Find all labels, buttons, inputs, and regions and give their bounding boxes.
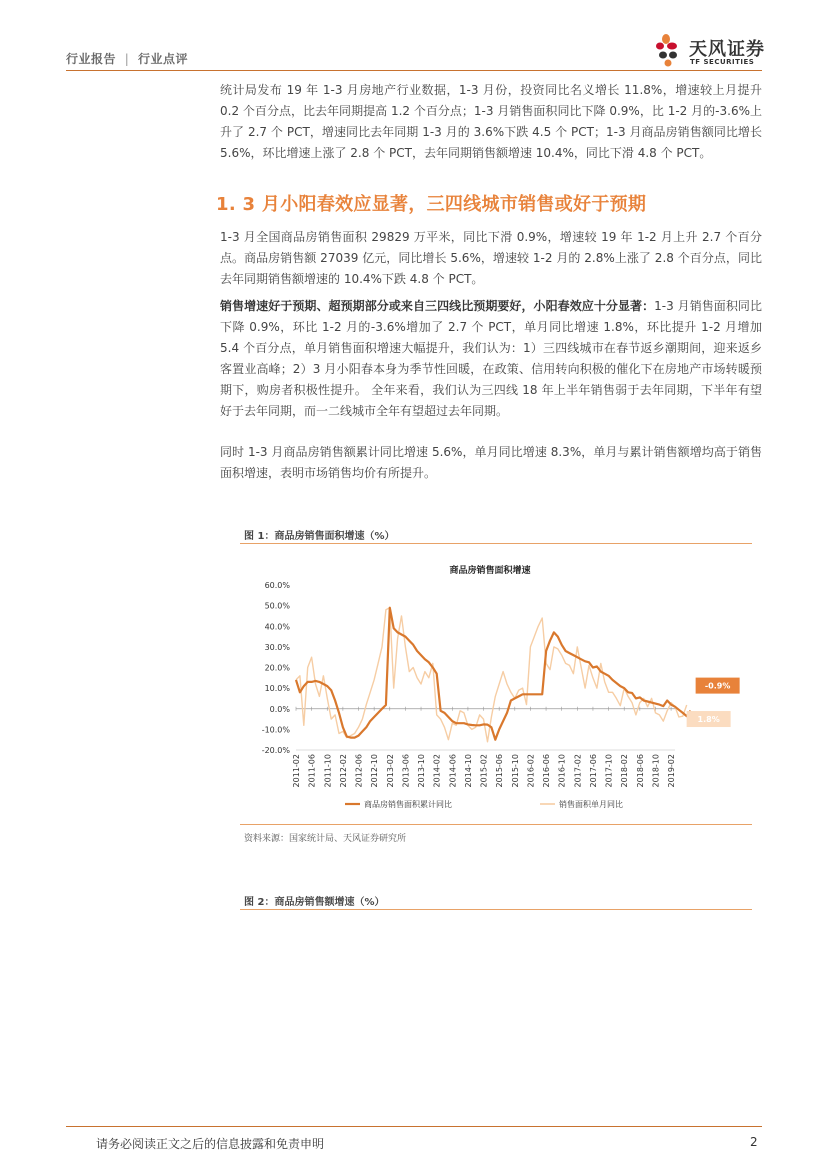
x-tick-label: 2015-10 — [510, 754, 520, 788]
figure2-title: 图 2：商品房销售额增速（%） — [244, 897, 385, 908]
subcategory-label: 行业点评 — [137, 52, 188, 66]
x-tick-label: 2018-02 — [620, 754, 630, 788]
category-label: 行业报告 — [66, 52, 117, 66]
chart-title: 商品房销售面积增速 — [449, 566, 531, 576]
x-tick-label: 2012-06 — [354, 754, 364, 788]
x-tick-label: 2017-06 — [588, 754, 598, 788]
paragraph-intro: 统计局发布 19 年 1-3 月房地产行业数据，1-3 月份，投资同比名义增长 11.8%，增速较上月提升 0.2 个百分点，比去年同期提高 1.2 个百分点；1-3 月销售面积同比下降 0.9%，比 1-2 月的-3.6%上升了 2.7 个 PCT，增速同比去年同期 1-3 月的 3.6%下跌 4.5 个 PCT；1-3 月商品房销售额同比增长 5.6%，环比增速上涨了 2.8 个 PCT，去年同期销售额增速 10.4%，同比下滑 4.8 个 PCT。 — [220, 83, 762, 160]
x-tick-label: 2013-06 — [401, 754, 411, 788]
header-separator: | — [124, 52, 130, 66]
footer-divider — [66, 1126, 762, 1127]
paragraph-price: 同时 1-3 月商品房销售额累计同比增速 5.6%，单月同比增速 8.3%，单月与累计销售额增均高于销售面积增速，表明市场销售均价有所提升。 — [220, 445, 762, 480]
x-tick-label: 2016-06 — [542, 754, 552, 788]
header-divider — [66, 70, 762, 71]
x-tick-label: 2019-02 — [667, 754, 677, 788]
x-tick-label: 2013-02 — [385, 754, 395, 788]
y-tick-label: -20.0% — [261, 746, 290, 755]
x-tick-label: 2014-06 — [448, 754, 458, 788]
x-tick-label: 2015-02 — [479, 754, 489, 788]
paragraph-sales-summary: 1-3 月全国商品房销售面积 29829 万平米，同比下滑 0.9%，增速较 19 年 1-2 月上升 2.7 个百分点。商品房销售额 27039 亿元，同比增长 5.6%，增速较 1-2 月的 2.8%上涨了 2.8 个百分点，同比去年同期销售额增速的 10.4%下跌 4.8 个 PCT。 — [220, 230, 762, 286]
x-tick-label: 2017-10 — [604, 754, 614, 788]
monthly-end-label: 1.8% — [697, 715, 720, 725]
x-tick-label: 2014-10 — [463, 754, 473, 788]
figure1-bottom-rule — [240, 824, 752, 825]
analysis-lead: 销售增速好于预期、超预期部分或来自三四线比预期要好，小阳春效应十分显著： — [220, 299, 655, 313]
y-tick-label: 0.0% — [269, 704, 290, 714]
series-monthly-line — [296, 608, 687, 742]
figure1-source: 资料来源：国家统计局、天风证券研究所 — [244, 834, 407, 844]
logo-subtitle: TF SECURITIES — [690, 58, 755, 66]
x-tick-label: 2011-06 — [307, 754, 317, 788]
y-tick-label: 20.0% — [264, 663, 290, 673]
y-tick-label: 50.0% — [264, 601, 290, 611]
report-category — [66, 50, 188, 67]
company-logo — [655, 33, 765, 73]
logo-flower-icon — [655, 33, 685, 69]
x-tick-label: 2016-10 — [557, 754, 567, 788]
x-tick-label: 2017-02 — [573, 754, 583, 788]
figure1-rule — [240, 543, 752, 544]
x-tick-label: 2014-02 — [432, 754, 442, 788]
y-tick-label: -10.0% — [261, 725, 290, 735]
paragraph-analysis — [220, 296, 762, 422]
y-tick-label: 40.0% — [264, 622, 290, 632]
x-tick-label: 2015-06 — [495, 754, 505, 788]
figure1-title: 图 1：商品房销售面积增速（%） — [244, 531, 395, 542]
x-tick-label: 2018-06 — [635, 754, 645, 788]
y-tick-label: 60.0% — [264, 581, 290, 590]
series-cumulative-line — [296, 608, 691, 740]
x-tick-label: 2011-10 — [323, 754, 333, 788]
x-tick-label: 2018-10 — [651, 754, 661, 788]
figure2-rule — [240, 909, 752, 910]
analysis-body: 1-3 月销售面积同比下降 0.9%，环比 1-2 月的-3.6%增加了 2.7 个 PCT，单月同比增速 1.8%，环比提升 1-2 月增加 5.4 个百分点，单月销售面积增速大幅提升，我们认为：1）三四线城市在春节返乡潮期间，迎来返乡客置业高峰；2）3 月小阳春本身为季节性回暖，在政策、信用转向积极的催化下在房地产市场转暖预期下，购房者积极性提升。 全年来看，我们认为三四线 18 年上半年销售弱于去年同期，下半年有望好于去年同期，而一二线城市全年有望超过去年同期。 — [220, 299, 762, 418]
logo-name: 天风证券 — [689, 39, 765, 60]
page-number: 2 — [750, 1135, 758, 1149]
sales-area-chart — [240, 555, 740, 825]
legend-monthly-label: 销售面积单月同比 — [559, 800, 623, 809]
x-tick-label: 2013-10 — [417, 754, 427, 788]
legend-cumulative-label: 商品房销售面积累计同比 — [364, 800, 452, 809]
y-tick-label: 10.0% — [264, 684, 290, 694]
y-tick-label: 30.0% — [264, 642, 290, 652]
x-tick-label: 2012-02 — [338, 754, 348, 788]
section-title: 1. 3 月小阳春效应显著，三四线城市销售或好于预期 — [216, 194, 647, 215]
cumulative-end-label: -0.9% — [704, 681, 731, 691]
x-tick-label: 2012-10 — [370, 754, 380, 788]
footer-disclaimer: 请务必阅读正文之后的信息披露和免责申明 — [96, 1137, 325, 1151]
x-tick-label: 2016-02 — [526, 754, 536, 788]
x-tick-label: 2011-02 — [292, 754, 301, 788]
